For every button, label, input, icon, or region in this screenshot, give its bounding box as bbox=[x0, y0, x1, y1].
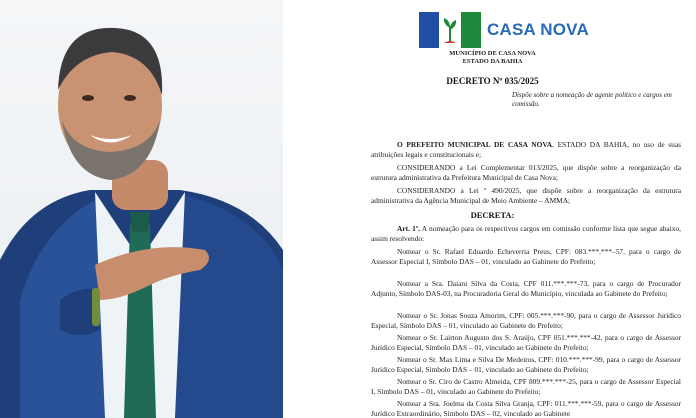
nomeacao-text: Nomear a Sra. Daiani Silva da Costa, CPF 011.***.***-73, para o cargo de Procurador Adjunto, Símbolo DAS-03, na Procuradoria Geral do Município, vinculada ao Gabinete do Prefeito; bbox=[371, 279, 681, 298]
nomeacao-text: Nomear a Sra. Joelma da Costa Silva Granja, CPF: 011.***.***-59, para o cargo de Assessor Jurídico Extraordinário, Símbolo DAS – 02, vinculado ao Gabinete bbox=[371, 399, 681, 418]
brand-name: CASA NOVA bbox=[487, 20, 589, 39]
mayor-photo bbox=[0, 0, 283, 418]
municipal-flag-icon bbox=[419, 12, 481, 48]
nomeacao-text: Nomear o Sr. Rafael Eduardo Echeverria Preus, CPF: 083.***.***–57, para o cargo de Assessor Especial I, Símbolo DAS – 01, vinculado ao Gabinete do Prefeito; bbox=[371, 247, 681, 266]
considerando-2-text: CONSIDERANDO a Lei º 490/2025, que dispõe sobre a reorganização da estrutura administrativa da Agência Municipal de Meio Ambiente – AMMA; bbox=[371, 186, 681, 205]
art1-text: A nomeação para os respectivos cargos em comissão conforme lista que segue abaixo, assim resolvendo: bbox=[371, 224, 681, 243]
nomeacao-item bbox=[371, 399, 681, 418]
intro-authority: O PREFEITO MUNICIPAL DE CASA NOVA bbox=[397, 140, 553, 149]
considerando-2 bbox=[371, 186, 681, 206]
nomeacao-text: Nomear o Sr. Jonas Souza Amorim, CPF: 005.***.***-90, para o cargo de Assessor Jurídico Especial, Símbolo DAS – 01, vinculado ao Gabinete do Prefeito; bbox=[371, 311, 681, 330]
nomeacao-text: Nomear o Sr. Lairton Augusto dos S. Araújo, CPF 051.***.***-42, para o cargo de Assessor Jurídico Especial, Símbolo DAS – 01, vinculado ao Gabinete do Prefeito; bbox=[371, 333, 681, 352]
nomeacao-text: Nomear o Sr. Max Lima e Silva De Medeiros, CPF: 010.***.***-99, para o cargo de Assessor Jurídico Especial, Símbolo DAS – 01, vinculado ao Gabinete do Prefeito; bbox=[371, 355, 681, 374]
estado-heading: ESTADO DA BAHIA bbox=[462, 58, 523, 65]
nomeacao-item bbox=[371, 333, 681, 353]
nomeacao-item bbox=[371, 355, 681, 375]
nomeacao-item bbox=[371, 279, 681, 299]
casa-nova-logo bbox=[419, 12, 589, 48]
nomeacao-item bbox=[371, 247, 681, 267]
art1-paragraph bbox=[371, 224, 681, 244]
nomeacao-text: Nomear o Sr. Ciro de Castro Almeida, CPF 809.***.***-25, para o cargo de Assessor Especial I, Símbolo DAS – 01, vinculado ao Gabinete do Prefeito; bbox=[371, 377, 681, 396]
decree-ementa: Dispõe sobre a nomeação de agente político e cargos em comissão. bbox=[512, 91, 672, 108]
intro-paragraph bbox=[371, 140, 681, 160]
art1-label: Art. 1º. bbox=[397, 224, 421, 233]
considerando-1 bbox=[371, 163, 681, 183]
intro-text: , ESTADO DA BAHIA, no uso de suas atribuições legais e constitucionais e; bbox=[371, 140, 682, 159]
decreta-heading: DECRETA: bbox=[470, 210, 515, 220]
decree-document bbox=[289, 0, 696, 418]
decree-title: DECRETO Nº 035/2025 bbox=[446, 76, 539, 86]
nomeacao-item bbox=[371, 377, 681, 397]
considerando-1-text: CONSIDERANDO a Lei Complementar 013/2025, que dispõe sobre a reorganização da estrutura administrativa da Prefeitura Municipal de Casa Nova; bbox=[371, 163, 681, 182]
municipio-heading: MUNICÍPIO DE CASA NOVA bbox=[449, 50, 536, 57]
nomeacao-item bbox=[371, 311, 681, 331]
